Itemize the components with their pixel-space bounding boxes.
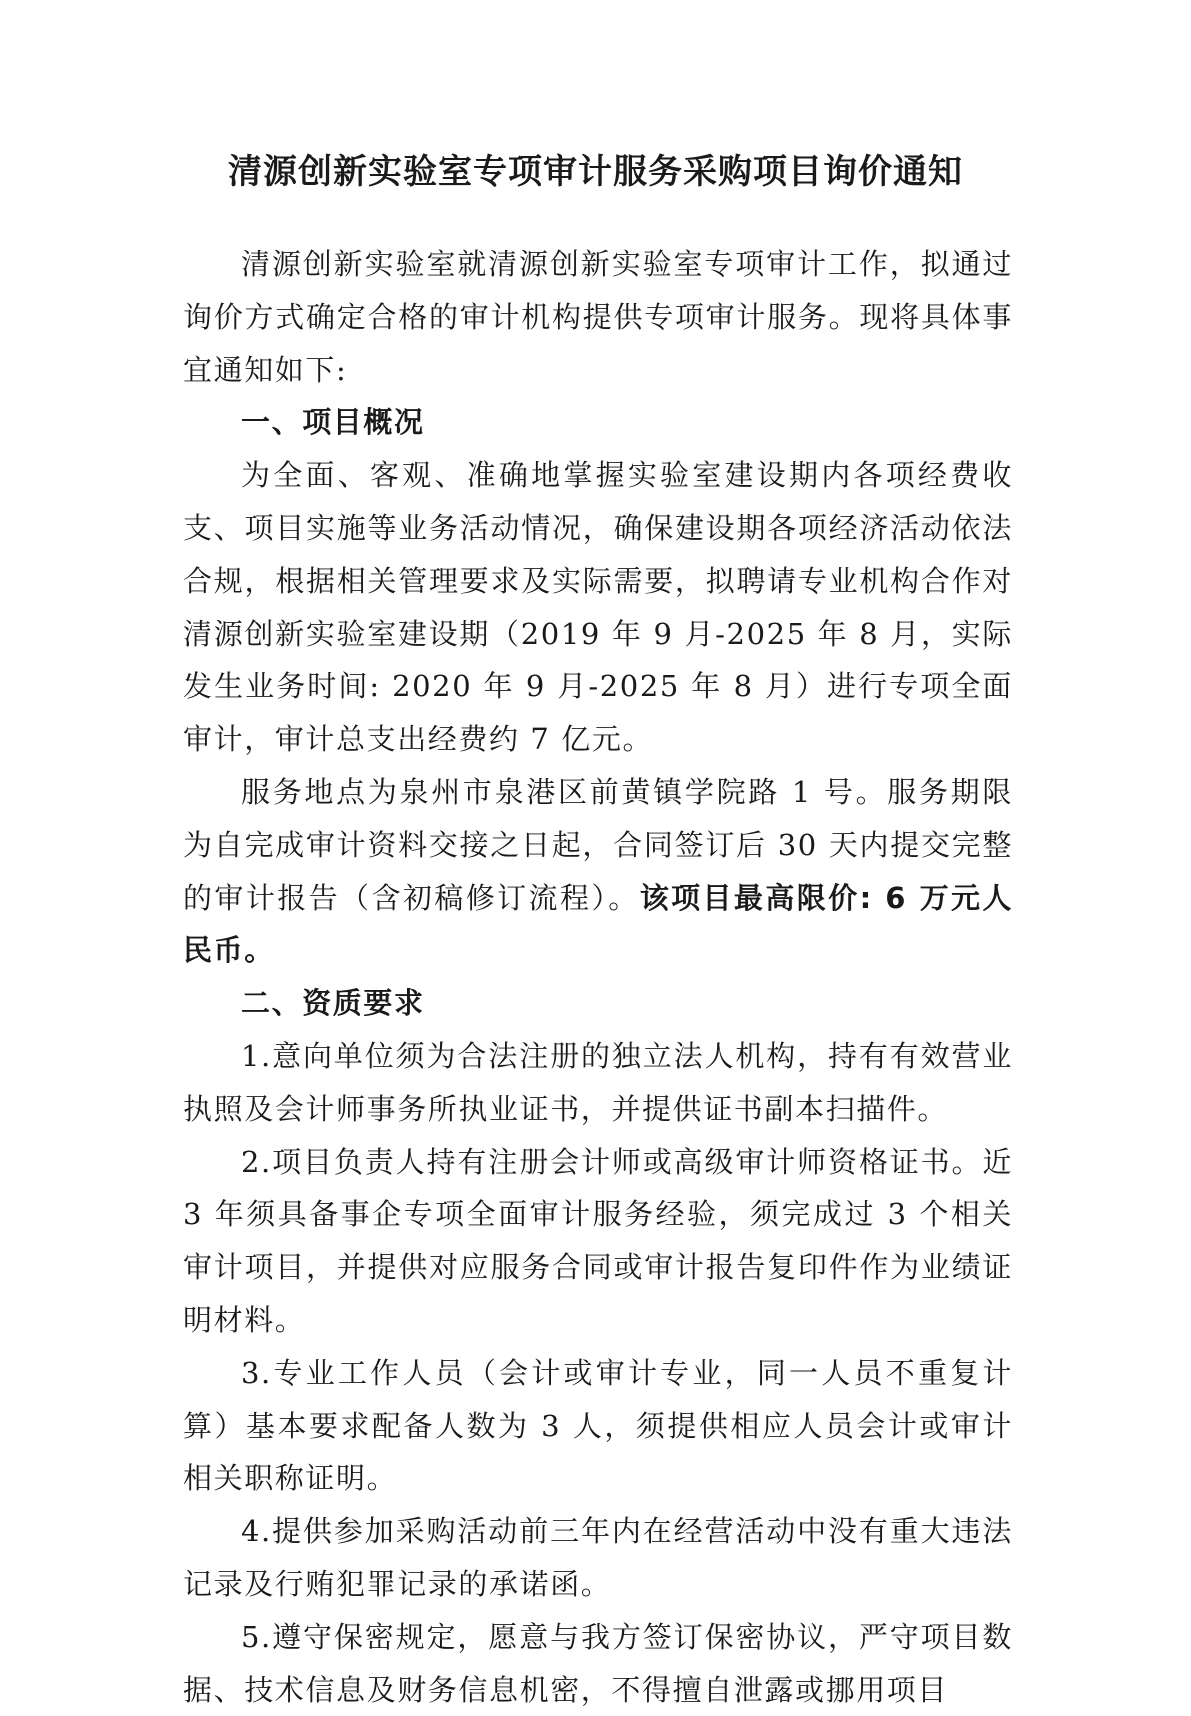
price-limit: 该项目最高限价: 6 万元人民币。 [183,880,1013,968]
qualification-item-2: 2.项目负责人持有注册会计师或高级审计师资格证书。近 3 年须具备事企专项全面审计服务经验，须完成过 3 个相关审计项目，并提供对应服务合同或审计报告复印件作为业绩证明材料。 [183,1144,1013,1337]
document-title: 清源创新实验室专项审计服务采购项目询价通知 [228,152,963,192]
qualification-item-3: 3.专业工作人员（会计或审计专业，同一人员不重复计算）基本要求配备人数为 3 人，须提供相应人员会计或审计相关职称证明。 [183,1355,1013,1496]
document-body [183,238,1013,1716]
section-heading-qualification: 二、资质要求 [241,986,425,1021]
qualification-item-1: 1.意向单位须为合法注册的独立法人机构，持有有效营业执照及会计师事务所执业证书，并提供证书副本扫描件。 [183,1038,1013,1126]
section-heading-overview: 一、项目概况 [241,405,425,440]
service-paragraph [183,766,1013,977]
service-text: 服务地点为泉州市泉港区前黄镇学院路 1 号。服务期限为自完成审计资料交接之日起，合同签订后 30 天内提交完整的审计报告（含初稿修订流程）。 [183,774,1013,915]
overview-paragraph: 为全面、客观、准确地掌握实验室建设期内各项经费收支、项目实施等业务活动情况，确保建设期各项经济活动依法合规，根据相关管理要求及实际需要，拟聘请专业机构合作对清源创新实验室建设期（2019 年 9 月-2025 年 8 月，实际发生业务时间: 2020 年 9 月-2025 年 8 月）进行专项全面审计，审计总支出经费约 7 亿元。 [183,458,1013,757]
qualification-item-5: 5.遵守保密规定，愿意与我方签订保密协议，严守项目数据、技术信息及财务信息机密，不得擅自泄露或挪用项目 [183,1619,1013,1707]
intro-paragraph: 清源创新实验室就清源创新实验室专项审计工作，拟通过询价方式确定合格的审计机构提供专项审计服务。现将具体事宜通知如下: [183,247,1013,387]
qualification-item-4: 4.提供参加采购活动前三年内在经营活动中没有重大违法记录及行贿犯罪记录的承诺函。 [183,1514,1013,1601]
